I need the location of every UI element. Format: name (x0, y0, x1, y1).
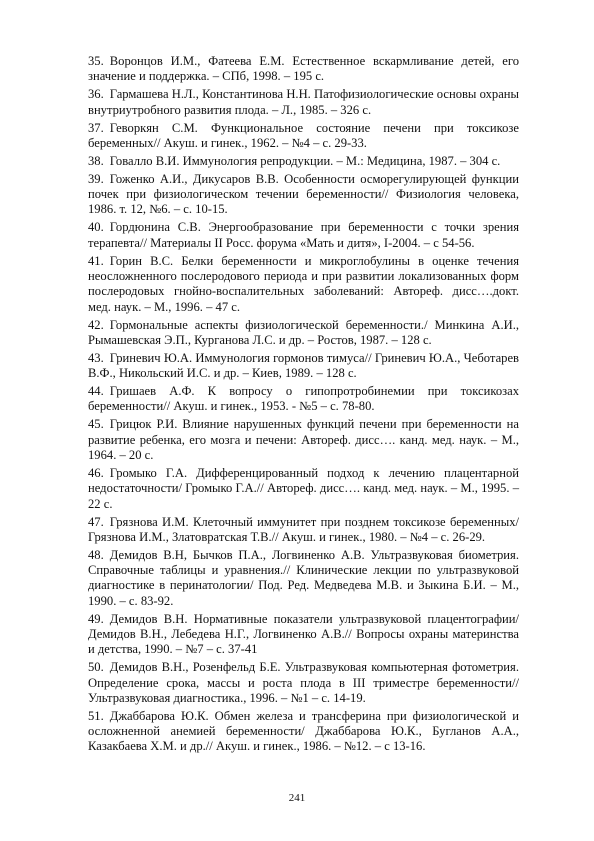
reference-text: Говалло В.И. Иммунология репродукции. – М.: Медицина, 1987. – 304 с. (109, 153, 501, 168)
reference-entry (88, 220, 519, 251)
reference-entry (88, 548, 519, 609)
reference-entry (88, 172, 519, 218)
reference-list (88, 54, 519, 757)
reference-entry (88, 466, 519, 512)
reference-text: Воронцов И.М., Фатеева Е.М. Естественное вскармливание детей, его значение и поддержка. – СПб, 1998. – 195 с. (88, 54, 519, 84)
reference-number: 40. (88, 220, 104, 235)
reference-entry (88, 417, 519, 463)
reference-text: Гриневич Ю.А. Иммунология гормонов тимуса// Гриневич Ю.А., Чеботарев В.Ф., Никольский И.С. и др. – Киев, 1989. – 128 с. (88, 350, 519, 381)
reference-text: Гордюнина С.В. Энергообразование при беременности с точки зрения терапевта// Материалы II Росс. форума «Мать и дитя», I-2004. – с 54-56. (88, 220, 519, 250)
reference-entry (88, 254, 519, 315)
reference-text: Гормональные аспекты физиологической беременности./ Минкина А.И., Рымашевская Э.П., Курганова Л.С. и др. – Ростов, 1987. – 128 с. (88, 317, 519, 347)
reference-number: 37. (88, 120, 104, 135)
reference-number: 39. (88, 171, 104, 186)
page-number: 241 (288, 792, 306, 804)
reference-text: Гришаев А.Ф. К вопросу о гипопротробинемии при токсикозах беременности// Акуш. и гинек., 1953. - №5 – с. 78-80. (88, 384, 519, 414)
reference-entry (88, 709, 519, 755)
reference-entry (88, 515, 519, 546)
reference-number: 41. (88, 253, 104, 268)
reference-text: Гармашева Н.Л., Константинова Н.Н. Патофизиологические основы охраны внутриутробного развития плода. – Л., 1985. – 326 с. (88, 87, 519, 117)
reference-text: Демидов В.Н., Розенфельд Б.Е. Ультразвуковая компьютерная фотометрия. Определение срока, массы и роста плода в III триместре беременности// Ультразвуковая диагностика., 1996. – №1 – с. 14-19. (88, 660, 519, 705)
reference-text: Громыко Г.А. Дифференцированный подход к лечению плацентарной недостаточности/ Громыко Г.А.// Автореф. дисс…. канд. мед. наук. – М., 1995. – 22 с. (88, 465, 519, 511)
reference-number: 45. (88, 417, 104, 432)
reference-number: 44. (88, 384, 104, 399)
reference-number: 43. (88, 350, 104, 365)
reference-text: Грязнова И.М. Клеточный иммунитет при позднем токсикозе беременных/ Грязнова И.М., Златовратская Т.В.// Акуш. и гинек., 1980. – №4 – с. 26-29. (88, 514, 519, 544)
reference-entry (88, 612, 519, 658)
reference-entry (88, 121, 519, 152)
reference-number: 47. (88, 514, 104, 529)
reference-text: Джаббарова Ю.К. Обмен железа и трансферина при физиологической и осложненной анемией беременности/ Джаббарова Ю.К., Бугланов А.А., Казакбаева Х.М. и др.// Акуш. и гинек., 1986. – №12. – с 13-16. (88, 708, 519, 754)
reference-entry (88, 154, 519, 169)
reference-number: 49. (88, 611, 104, 626)
reference-number: 36. (88, 87, 104, 102)
reference-number: 46. (88, 465, 104, 480)
reference-text: Демидов В.Н. Нормативные показатели ультразвуковой плацентографии/ Демидов В.Н., Лебедева Н.Г., Логвиненко А.В.// Вопросы охраны материнства и детства, 1990. – №7 – с. 37-41 (88, 611, 519, 657)
reference-number: 48. (88, 547, 104, 562)
reference-entry (88, 351, 519, 382)
reference-number: 35. (88, 54, 104, 68)
reference-text: Горин В.С. Белки беременности и микроглобулины в оценке течения неосложненного послеродового периода и при развитии локализованных форм послеродовых гнойно-воспалительных заболеваний: Автореф. дисс….докт. мед. наук. – М., 1996. – 47 с. (88, 253, 519, 314)
reference-entry (88, 54, 519, 85)
reference-number: 38. (88, 153, 104, 168)
reference-number: 42. (88, 317, 104, 332)
reference-text: Грицюк Р.И. Влияние нарушенных функций печени при беременности на развитие ребенка, его мозга и печени: Автореф. дисс…. канд. мед. наук. – М., 1964. – 20 с. (88, 417, 519, 462)
reference-number: 51. (88, 708, 104, 723)
reference-entry (88, 318, 519, 349)
reference-entry (88, 87, 519, 118)
reference-entry (88, 384, 519, 415)
reference-text: Геворкян С.М. Функциональное состояние печени при токсикозе беременных// Акуш. и гинек., 1962. – №4 – с. 29-33. (88, 120, 519, 150)
reference-text: Гоженко А.И., Дикусаров В.В. Особенности осморегулирующей функции почек при физиологическом течении беременности// Физиология человека, 1986. т. 12, №6. – с. 10-15. (88, 171, 519, 217)
reference-number: 50. (88, 660, 104, 675)
reference-text: Демидов В.Н, Бычков П.А., Логвиненко А.В. Ультразвуковая биометрия. Справочные таблицы и уравнения.// Клинические лекции по ультразвуковой диагностике в перинатологии/ Под. Ред. Медведева М.В. и Зыкина Б.И. – М., 1990. – с. 83-92. (88, 547, 519, 608)
reference-entry (88, 660, 519, 706)
